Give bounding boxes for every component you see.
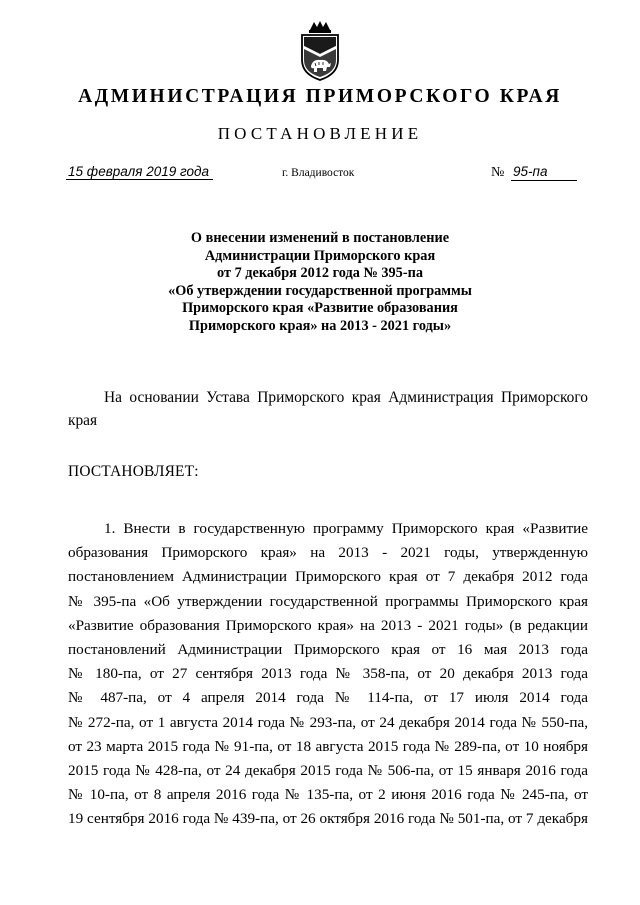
paragraph-line: 2015 года № 428-па, от 24 декабря 2015 года № 506-па, от 15 января 2016 года — [68, 761, 588, 779]
document-number — [491, 164, 577, 182]
document-number-value: 95-па — [513, 164, 548, 179]
paragraph-line: № 180-па, от 27 сентября 2013 года № 358-па, от 20 декабря 2013 года — [68, 665, 588, 683]
subject-line: «Об утверждении государственной программы — [168, 282, 472, 299]
paragraph-line: от 23 марта 2015 года № 91-па, от 18 августа 2015 года № 289-па, от 10 ноября — [68, 737, 588, 755]
resolves-heading: ПОСТАНОВЛЯЕТ: — [68, 463, 199, 480]
document-type: ПОСТАНОВЛЕНИЕ — [217, 124, 423, 143]
subject-line: Приморского края» на 2013 - 2021 годы» — [188, 317, 452, 334]
document-subject — [0, 230, 640, 335]
subject-line: О внесении изменений в постановление — [190, 230, 450, 246]
document-date — [68, 164, 209, 180]
document-city: г. Владивосток — [282, 167, 355, 179]
paragraph-line: постановлений Администрации Приморского края от 16 мая 2013 года — [68, 640, 588, 658]
date-underline — [66, 179, 213, 180]
document-date-text: 15 февраля 2019 года — [68, 164, 209, 179]
subject-line: от 7 декабря 2012 года № 395-па — [217, 265, 423, 281]
paragraph-line: 19 сентября 2016 года № 439-па, от 26 октября 2016 года № 501-па, от 7 декабря — [68, 810, 588, 828]
paragraph-line: 1. Внести в государственную программу Приморского края «Развитие — [104, 520, 588, 537]
subject-line: Администрации Приморского края — [204, 247, 436, 264]
number-underline — [511, 180, 577, 181]
number-symbol: № — [491, 165, 505, 180]
basis-line: На основании Устава Приморского края Администрация Приморского — [104, 389, 588, 406]
paragraph-line: № 487-па, от 4 апреля 2014 года № 114-па, от 17 июля 2014 года — [68, 689, 588, 707]
paragraph-1 — [68, 517, 588, 831]
paragraph-line: № 395-па «Об утверждении государственной программы Приморского края — [68, 592, 588, 610]
paragraph-line: № 10-па, от 8 апреля 2016 года № 135-па, от 2 июня 2016 года № 245-па, от — [68, 786, 588, 804]
paragraph-line: постановлением Администрации Приморского края от 7 декабря 2012 года — [68, 568, 588, 586]
paragraph-line: «Развитие образования Приморского края» на 2013 - 2021 годы» (в редакции — [68, 616, 588, 634]
basis-paragraph — [68, 386, 588, 432]
paragraph-line: № 272-па, от 1 августа 2014 года № 293-па, от 24 декабря 2014 года № 550-па, — [68, 713, 588, 731]
organization-title: АДМИНИСТРАЦИЯ ПРИМОРСКОГО КРАЯ — [78, 86, 562, 107]
primorsky-coat-of-arms-icon — [296, 20, 344, 82]
subject-line: Приморского края «Развитие образования — [182, 300, 458, 316]
basis-line: края — [68, 412, 98, 429]
paragraph-line: образования Приморского края» на 2013 - 2021 годы, утвержденную — [68, 544, 588, 562]
